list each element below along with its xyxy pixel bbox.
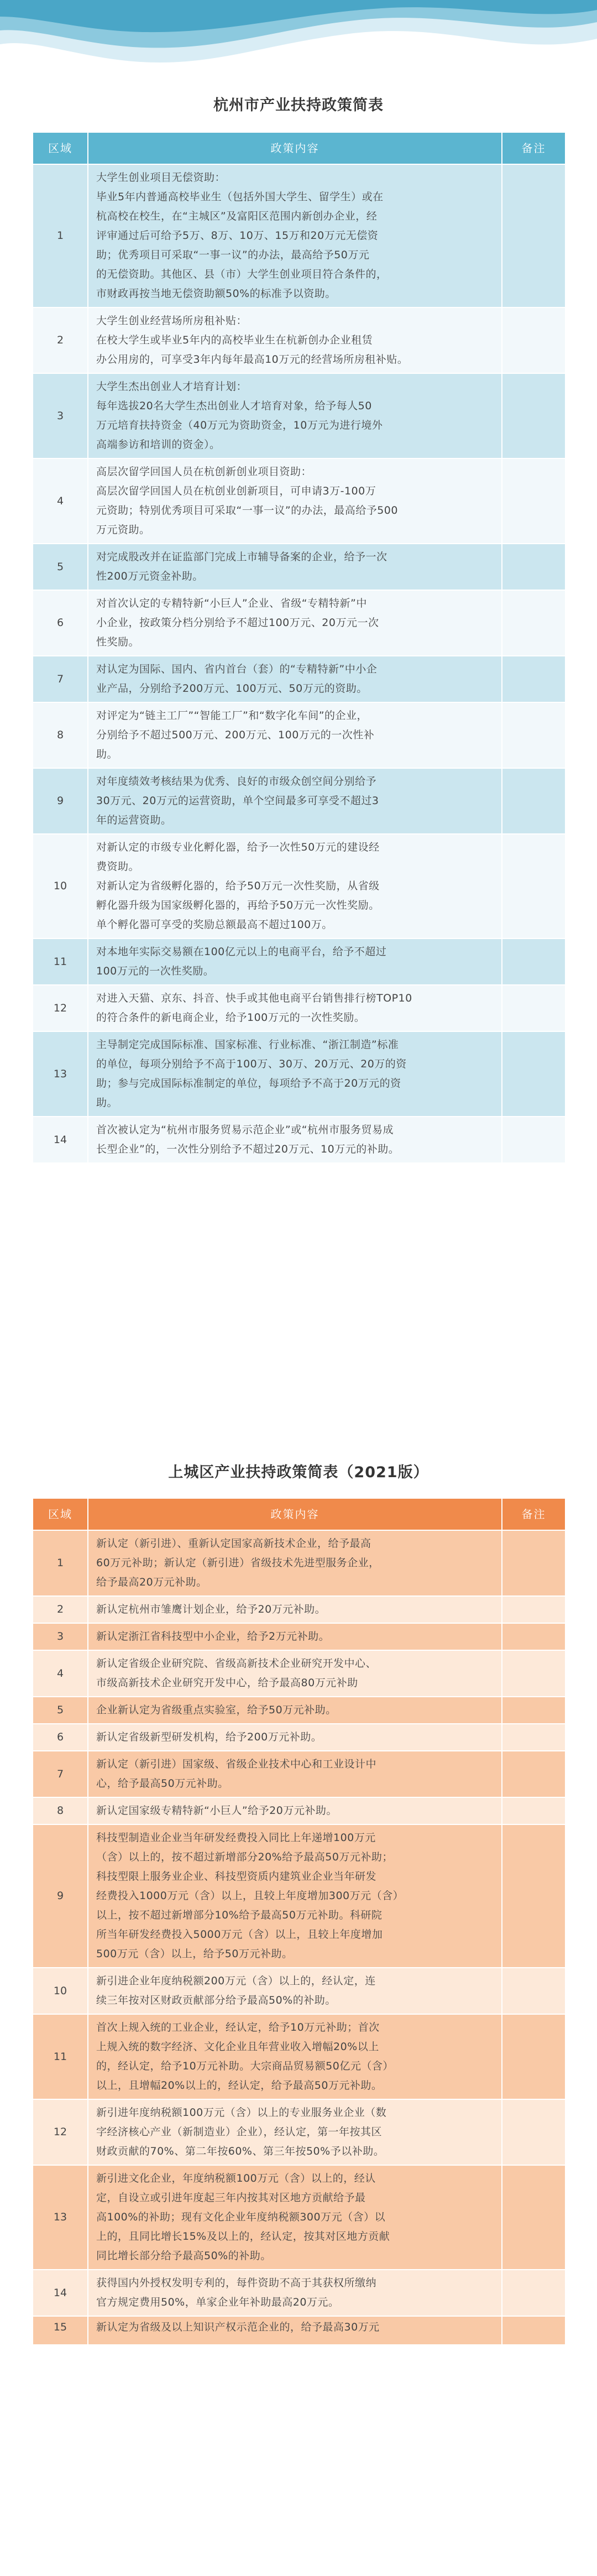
policy-line: 的符合条件的新电商企业，给予100万元的一次性奖励。 bbox=[96, 1011, 365, 1024]
row-index: 1 bbox=[33, 164, 88, 307]
policy-line: 助。 bbox=[96, 1097, 118, 1109]
row-note bbox=[502, 1797, 565, 1824]
policy-content bbox=[88, 1650, 502, 1697]
policy-content bbox=[88, 307, 502, 373]
policy-content bbox=[88, 1697, 502, 1724]
table-row bbox=[33, 985, 565, 1031]
row-index: 11 bbox=[33, 938, 88, 985]
header-note: 备注 bbox=[502, 1498, 565, 1530]
policy-line: 对新认定为省级孵化器的，给予50万元一次性奖励，从省级 bbox=[96, 880, 380, 892]
row-note bbox=[502, 590, 565, 656]
policy-line: 大学生创业项目无偿资助： bbox=[96, 171, 226, 184]
row-note bbox=[502, 458, 565, 544]
row-note bbox=[502, 2270, 565, 2316]
row-note bbox=[502, 544, 565, 590]
policy-content bbox=[88, 1031, 502, 1117]
policy-line: 每年选拔20名大学生杰出创业人才培育对象，给予每人50 bbox=[96, 400, 372, 412]
row-note bbox=[502, 1824, 565, 1968]
policy-content bbox=[88, 938, 502, 985]
policy-line: 的单位，每项分别给予不高于100万、30万、20万元、20万的资 bbox=[96, 1058, 407, 1070]
policy-line: 以上，按不超过新增部分10%给予最高50万元补助。科研院 bbox=[96, 1909, 383, 1921]
row-note bbox=[502, 1596, 565, 1623]
table-header-row bbox=[33, 1498, 565, 1530]
table-row bbox=[33, 2099, 565, 2165]
row-note bbox=[502, 1650, 565, 1697]
table-row bbox=[33, 1623, 565, 1650]
policy-content bbox=[88, 702, 502, 768]
policy-line: 新引进年度纳税额100万元（含）以上的专业服务业企业（数 bbox=[96, 2106, 387, 2119]
policy-line: （含）以上的，按不超过新增部分20%给予最高50万元补助； bbox=[96, 1851, 393, 1863]
policy-line: 助；参与完成国际标准制定的单位，每项给予不高于20万元的资 bbox=[96, 1077, 401, 1089]
policy-line: 办公用房的，可享受3年内每年最高10万元的经营场所房租补贴。 bbox=[96, 353, 409, 366]
policy-line: 高层次留学回国人员在杭创新创业项目资助： bbox=[96, 466, 312, 478]
policy-content bbox=[88, 1530, 502, 1596]
policy-content bbox=[88, 544, 502, 590]
policy-content bbox=[88, 1724, 502, 1751]
policy-line: 首次上规入统的工业企业，经认定，给予10万元补助；首次 bbox=[96, 2021, 380, 2033]
policy-line: 30万元、20万元的运营资助，单个空间最多可享受不超过3 bbox=[96, 795, 379, 807]
policy-line: 经费投入1000万元（含）以上，且较上年度增加300万元（含） bbox=[96, 1890, 404, 1902]
row-index: 2 bbox=[33, 307, 88, 373]
table-row bbox=[33, 1824, 565, 1968]
policy-line: 对认定为国际、国内、省内首台（套）的“专精特新”中小企 bbox=[96, 663, 378, 675]
policy-line: 助。 bbox=[96, 748, 118, 760]
policy-line: 市财政再按当地无偿资助额50%的标准予以资助。 bbox=[96, 288, 336, 300]
policy-line: 对完成股改并在证监部门完成上市辅导备案的企业，给予一次 bbox=[96, 551, 387, 563]
policy-line: 对新认定的市级专业化孵化器，给予一次性50万元的建设经 bbox=[96, 841, 380, 853]
policy-line: 以上，且增幅20%以上的，经认定，给予最高50万元补助。 bbox=[96, 2079, 383, 2092]
policy-line: 新引进企业年度纳税额200万元（含）以上的，经认定，连 bbox=[96, 1975, 376, 1987]
policy-line: 业产品，分别给予200万元、100万元、50万元的资助。 bbox=[96, 682, 368, 695]
row-index: 4 bbox=[33, 458, 88, 544]
policy-line: 给予最高20万元补助。 bbox=[96, 1576, 207, 1588]
table-row bbox=[33, 458, 565, 544]
policy-content bbox=[88, 985, 502, 1031]
policy-line: 年的运营资助。 bbox=[96, 814, 172, 826]
row-note bbox=[502, 1623, 565, 1650]
policy-line: 大学生杰出创业人才培育计划： bbox=[96, 380, 248, 393]
table-row bbox=[33, 702, 565, 768]
row-note bbox=[502, 1530, 565, 1596]
policy-line: 新认定（新引进）、重新认定国家高新技术企业，给予最高 bbox=[96, 1537, 371, 1550]
shangcheng-policy-table bbox=[32, 1498, 566, 2345]
table-row bbox=[33, 834, 565, 938]
table-row bbox=[33, 2165, 565, 2270]
hangzhou-policy-table bbox=[32, 132, 566, 1164]
table-row bbox=[33, 2014, 565, 2099]
row-index: 6 bbox=[33, 590, 88, 656]
policy-line: 单个孵化器可享受的奖励总额最高不超过100万。 bbox=[96, 919, 333, 931]
policy-content bbox=[88, 373, 502, 458]
policy-line: 60万元补助；新认定（新引进）省级技术先进型服务企业， bbox=[96, 1557, 380, 1569]
policy-line: 上的，且同比增长15%及以上的，经认定，按其对区地方贡献 bbox=[96, 2230, 390, 2243]
row-index: 11 bbox=[33, 2014, 88, 2099]
policy-content bbox=[88, 590, 502, 656]
row-index: 1 bbox=[33, 1530, 88, 1596]
policy-content bbox=[88, 458, 502, 544]
policy-line: 助；优秀项目可采取“一事一议”的办法，最高给予50万元 bbox=[96, 249, 370, 261]
table-row bbox=[33, 1596, 565, 1623]
row-index: 4 bbox=[33, 1650, 88, 1697]
row-index: 7 bbox=[33, 1751, 88, 1797]
policy-line: 元资助；特别优秀项目可采取“一事一议”的办法，最高给予500 bbox=[96, 504, 398, 517]
policy-line: 对评定为“链主工厂”“智能工厂”和“数字化车间”的企业， bbox=[96, 710, 368, 722]
header-content: 政策内容 bbox=[88, 1498, 502, 1530]
table-row bbox=[33, 164, 565, 307]
policy-content bbox=[88, 1797, 502, 1824]
policy-line: 主导制定完成国际标准、国家标准、行业标准、“浙江制造”标准 bbox=[96, 1039, 399, 1051]
row-note bbox=[502, 2316, 565, 2345]
row-note bbox=[502, 702, 565, 768]
policy-line: 新认定国家级专精特新“小巨人”给予20万元补助。 bbox=[96, 1805, 337, 1817]
policy-line: 对本地年实际交易额在100亿元以上的电商平台，给予不超过 bbox=[96, 946, 387, 958]
policy-content bbox=[88, 1824, 502, 1968]
policy-line: 企业新认定为省级重点实验室，给予50万元补助。 bbox=[96, 1704, 337, 1716]
row-note bbox=[502, 656, 565, 702]
row-note bbox=[502, 1751, 565, 1797]
policy-line: 高层次留学回国人员在杭创业创新项目，可申请3万-100万 bbox=[96, 485, 376, 497]
table-row bbox=[33, 938, 565, 985]
policy-line: 新认定为省级及以上知识产权示范企业的，给予最高30万元 bbox=[96, 2321, 380, 2333]
table-row bbox=[33, 768, 565, 834]
table-row bbox=[33, 1031, 565, 1117]
policy-line: 杭高校在校生，在“主城区”及富阳区范围内新创办企业，经 bbox=[96, 210, 378, 222]
policy-line: 的，经认定，给予10万元补助。大宗商品贸易额50亿元（含） bbox=[96, 2060, 394, 2072]
policy-line: 500万元（含）以上，给予50万元补助。 bbox=[96, 1948, 293, 1960]
header-index: 区域 bbox=[33, 132, 88, 164]
policy-line: 高端参访和培训的资金）。 bbox=[96, 439, 221, 451]
policy-line: 对首次认定的专精特新“小巨人”企业、省级“专精特新”中 bbox=[96, 597, 367, 609]
row-note bbox=[502, 834, 565, 938]
row-index: 2 bbox=[33, 1596, 88, 1623]
policy-line: 大学生创业经营场所房租补贴： bbox=[96, 315, 248, 327]
policy-line: 的无偿资助。其他区、县（市）大学生创业项目符合条件的， bbox=[96, 268, 387, 280]
table2-title: 上城区产业扶持政策简表（2021版） bbox=[168, 1464, 429, 1481]
policy-line: 评审通过后可给予5万、8万、10万、15万和20万元无偿资 bbox=[96, 230, 379, 242]
table-row bbox=[33, 1797, 565, 1824]
row-index: 5 bbox=[33, 1697, 88, 1724]
table-row bbox=[33, 2316, 565, 2345]
row-note bbox=[502, 985, 565, 1031]
policy-line: 在校大学生或毕业5年内的高校毕业生在杭新创办企业租赁 bbox=[96, 334, 373, 346]
policy-line: 性200万元资金补助。 bbox=[96, 570, 203, 582]
policy-content bbox=[88, 768, 502, 834]
row-note bbox=[502, 307, 565, 373]
policy-line: 万元培育扶持资金（40万元为资助资金，10万元为进行境外 bbox=[96, 419, 383, 431]
table-row bbox=[33, 590, 565, 656]
policy-line: 官方规定费用50%，单家企业年补助最高20万元。 bbox=[96, 2296, 339, 2308]
policy-line: 心，给予最高50万元补助。 bbox=[96, 1777, 229, 1790]
policy-line: 所当年研发经费投入5000万元（含）以上，且较上年度增加 bbox=[96, 1928, 383, 1941]
row-note bbox=[502, 1697, 565, 1724]
row-note bbox=[502, 164, 565, 307]
policy-content bbox=[88, 1117, 502, 1163]
policy-line: 定，自设立或引进年度起三年内按其对区地方贡献给予最 bbox=[96, 2192, 366, 2204]
policy-line: 小企业，按政策分档分别给予不超过100万元、20万元一次 bbox=[96, 617, 379, 629]
table-header-row bbox=[33, 132, 565, 164]
row-note bbox=[502, 1031, 565, 1117]
policy-line: 市级高新技术企业研究开发中心，给予最高80万元补助 bbox=[96, 1677, 358, 1689]
row-index: 12 bbox=[33, 2099, 88, 2165]
policy-line: 分别给予不超过500万元、200万元、100万元的一次性补 bbox=[96, 729, 375, 741]
row-note bbox=[502, 2165, 565, 2270]
policy-line: 新认定省级新型研发机构，给予200万元补助。 bbox=[96, 1731, 322, 1743]
policy-line: 新引进文化企业，年度纳税额100万元（含）以上的，经认 bbox=[96, 2172, 376, 2184]
row-note bbox=[502, 1724, 565, 1751]
policy-line: 续三年按对区财政贡献部分给予最高50%的补助。 bbox=[96, 1994, 336, 2006]
policy-line: 新认定省级企业研究院、省级高新技术企业研究开发中心、 bbox=[96, 1657, 377, 1670]
policy-line: 长型企业”的，一次性分别给予不超过20万元、10万元的补助。 bbox=[96, 1143, 400, 1155]
row-note bbox=[502, 938, 565, 985]
header-content: 政策内容 bbox=[88, 132, 502, 164]
table-row bbox=[33, 1724, 565, 1751]
row-index: 10 bbox=[33, 1968, 88, 2014]
row-index: 8 bbox=[33, 1797, 88, 1824]
policy-content bbox=[88, 2165, 502, 2270]
table-row bbox=[33, 1751, 565, 1797]
table-row bbox=[33, 656, 565, 702]
header-index: 区域 bbox=[33, 1498, 88, 1530]
policy-line: 费资助。 bbox=[96, 861, 140, 873]
policy-content bbox=[88, 656, 502, 702]
policy-line: 对进入天猫、京东、抖音、快手或其他电商平台销售排行榜TOP10 bbox=[96, 992, 412, 1004]
table1-title: 杭州市产业扶持政策简表 bbox=[213, 97, 384, 114]
policy-content bbox=[88, 1968, 502, 2014]
table-row bbox=[33, 1530, 565, 1596]
row-note bbox=[502, 2099, 565, 2165]
row-index: 8 bbox=[33, 702, 88, 768]
policy-content bbox=[88, 1751, 502, 1797]
row-index: 3 bbox=[33, 373, 88, 458]
policy-line: 性奖励。 bbox=[96, 636, 140, 648]
row-index: 13 bbox=[33, 2165, 88, 2270]
row-note bbox=[502, 2014, 565, 2099]
policy-line: 100万元的一次性奖励。 bbox=[96, 965, 214, 977]
row-index: 5 bbox=[33, 544, 88, 590]
row-note bbox=[502, 1117, 565, 1163]
row-note bbox=[502, 768, 565, 834]
policy-content bbox=[88, 2270, 502, 2316]
policy-content bbox=[88, 2316, 502, 2345]
table-row bbox=[33, 1650, 565, 1697]
policy-line: 孵化器升级为国家级孵化器的，再给予50万元一次性奖励。 bbox=[96, 899, 380, 911]
row-note bbox=[502, 1968, 565, 2014]
row-index: 7 bbox=[33, 656, 88, 702]
policy-line: 万元资助。 bbox=[96, 524, 150, 536]
policy-line: 科技型限上服务业企业、科技型资质内建筑业企业当年研发 bbox=[96, 1870, 377, 1883]
row-index: 13 bbox=[33, 1031, 88, 1117]
policy-line: 科技型制造业企业当年研发经费投入同比上年递增100万元 bbox=[96, 1832, 376, 1844]
policy-content bbox=[88, 834, 502, 938]
row-index: 6 bbox=[33, 1724, 88, 1751]
policy-content bbox=[88, 1596, 502, 1623]
row-index: 14 bbox=[33, 1117, 88, 1163]
policy-line: 财政贡献的70%、第二年按60%、第三年按50%予以补助。 bbox=[96, 2145, 385, 2157]
policy-content bbox=[88, 2099, 502, 2165]
policy-content bbox=[88, 164, 502, 307]
header-note: 备注 bbox=[502, 132, 565, 164]
row-index: 12 bbox=[33, 985, 88, 1031]
table-row bbox=[33, 307, 565, 373]
policy-line: 新认定杭州市雏鹰计划企业，给予20万元补助。 bbox=[96, 1603, 326, 1615]
policy-content bbox=[88, 1623, 502, 1650]
table-row bbox=[33, 373, 565, 458]
table-row bbox=[33, 1697, 565, 1724]
row-index: 15 bbox=[33, 2316, 88, 2345]
row-index: 9 bbox=[33, 768, 88, 834]
policy-line: 新认定浙江省科技型中小企业，给予2万元补助。 bbox=[96, 1630, 330, 1642]
policy-line: 首次被认定为“杭州市服务贸易示范企业”或“杭州市服务贸易成 bbox=[96, 1124, 394, 1136]
policy-line: 毕业5年内普通高校毕业生（包括外国大学生、留学生）或在 bbox=[96, 191, 384, 203]
policy-line: 对年度绩效考核结果为优秀、良好的市级众创空间分别给予 bbox=[96, 775, 377, 788]
row-index: 9 bbox=[33, 1824, 88, 1968]
policy-line: 获得国内外授权发明专利的，每件资助不高于其获权所缴纳 bbox=[96, 2277, 377, 2289]
policy-line: 新认定（新引进）国家级、省级企业技术中心和工业设计中 bbox=[96, 1758, 377, 1770]
table-row bbox=[33, 1117, 565, 1163]
top-wave-decoration bbox=[0, 0, 597, 77]
row-index: 14 bbox=[33, 2270, 88, 2316]
row-index: 10 bbox=[33, 834, 88, 938]
row-note bbox=[502, 373, 565, 458]
table-row bbox=[33, 1968, 565, 2014]
policy-content bbox=[88, 2014, 502, 2099]
policy-line: 字经济核心产业（新制造业）企业），经认定，第一年按其区 bbox=[96, 2126, 383, 2138]
table-row bbox=[33, 544, 565, 590]
row-index: 3 bbox=[33, 1623, 88, 1650]
table-row bbox=[33, 2270, 565, 2316]
policy-line: 同比增长部分给予最高50%的补助。 bbox=[96, 2250, 271, 2262]
policy-line: 高100%的补助；现有文化企业年度纳税额300万元（含）以 bbox=[96, 2211, 386, 2223]
policy-line: 上规入统的数字经济、文化企业且年营业收入增幅20%以上 bbox=[96, 2041, 379, 2053]
